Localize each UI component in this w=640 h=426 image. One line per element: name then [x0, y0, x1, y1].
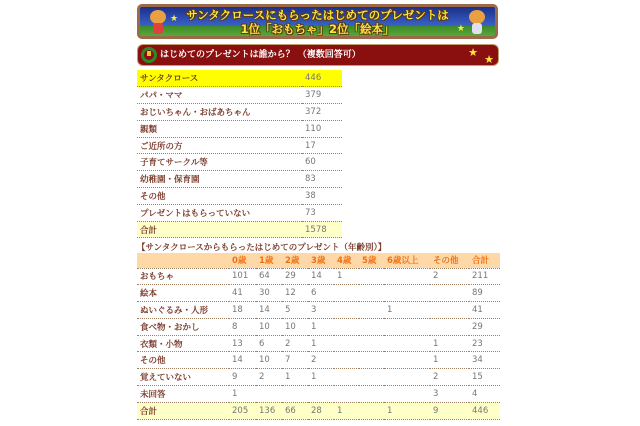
column-header: 0歳 [229, 253, 256, 268]
giver-count: 38 [302, 188, 342, 205]
cell-value: 10 [282, 318, 308, 335]
cell-value: 1 [334, 268, 359, 285]
cell-value: 41 [469, 302, 500, 319]
giver-count: 1578 [302, 221, 342, 238]
cell-value [384, 352, 430, 369]
table-row [137, 318, 500, 335]
cell-value [334, 335, 359, 352]
cell-value: 13 [229, 335, 256, 352]
giver-count: 110 [302, 120, 342, 137]
cell-value [334, 386, 359, 403]
cell-value: 1 [430, 352, 469, 369]
column-header: 2歳 [282, 253, 308, 268]
cell-value: 2 [282, 335, 308, 352]
column-header: 1歳 [256, 253, 282, 268]
giver-label: パパ・ママ [137, 87, 302, 104]
giver-label: その他 [137, 188, 302, 205]
cell-value: 1 [229, 386, 256, 403]
giver-count: 17 [302, 137, 342, 154]
cell-value: 34 [469, 352, 500, 369]
giver-row [137, 221, 342, 238]
column-header: 4歳 [334, 253, 359, 268]
cell-value: 2 [308, 352, 334, 369]
cell-value [384, 318, 430, 335]
cell-value [384, 335, 430, 352]
column-header: 3歳 [308, 253, 334, 268]
row-label: 食べ物・おかし [137, 318, 229, 335]
cell-value: 30 [256, 285, 282, 302]
cell-value: 5 [282, 302, 308, 319]
giver-count: 60 [302, 154, 342, 171]
cell-value: 18 [229, 302, 256, 319]
cell-value [282, 386, 308, 403]
cell-value: 2 [430, 369, 469, 386]
cell-value: 1 [334, 402, 359, 419]
title-banner [137, 4, 498, 39]
giver-label: プレゼントはもらっていない [137, 204, 302, 221]
table-row [137, 268, 500, 285]
giver-row [137, 204, 342, 221]
column-header: 6歳以上 [384, 253, 430, 268]
cell-value [359, 402, 384, 419]
cell-value: 2 [256, 369, 282, 386]
cell-value [430, 318, 469, 335]
giver-count: 446 [302, 70, 342, 87]
star-icon: ★ [170, 14, 179, 24]
table-row [137, 369, 500, 386]
star-icon: ★ [456, 24, 465, 34]
cell-value: 14 [308, 268, 334, 285]
cell-value [384, 285, 430, 302]
cell-value: 14 [229, 352, 256, 369]
cell-value: 8 [229, 318, 256, 335]
cell-value [308, 386, 334, 403]
cell-value: 41 [229, 285, 256, 302]
table-row [137, 302, 500, 319]
cell-value: 4 [469, 386, 500, 403]
column-header: 合計 [469, 253, 500, 268]
cell-value: 64 [256, 268, 282, 285]
bear-mascot-icon [467, 10, 487, 34]
cell-value: 29 [282, 268, 308, 285]
cell-value: 28 [308, 402, 334, 419]
cell-value [359, 268, 384, 285]
cell-value: 1 [384, 402, 430, 419]
cell-value [384, 369, 430, 386]
cell-value: 9 [430, 402, 469, 419]
giver-row [137, 154, 342, 171]
cell-value: 1 [308, 318, 334, 335]
giver-row [137, 137, 342, 154]
giver-row [137, 104, 342, 121]
row-label: その他 [137, 352, 229, 369]
section-title: はじめてのプレゼントは誰から？ （複数回答可） [160, 50, 361, 60]
cell-value: 211 [469, 268, 500, 285]
cell-value: 1 [308, 335, 334, 352]
cell-value [334, 285, 359, 302]
cell-value [334, 302, 359, 319]
cell-value: 2 [430, 268, 469, 285]
giver-row [137, 120, 342, 137]
cell-value: 1 [308, 369, 334, 386]
giver-count: 379 [302, 87, 342, 104]
age-table [137, 253, 500, 420]
table-row [137, 335, 500, 352]
table-row [137, 402, 500, 419]
cell-value [359, 302, 384, 319]
giver-label: 子育てサークル等 [137, 154, 302, 171]
cell-value [359, 335, 384, 352]
cell-value [359, 285, 384, 302]
cell-value [384, 268, 430, 285]
table-row [137, 386, 500, 403]
giver-label: ご近所の方 [137, 137, 302, 154]
row-label: おもちゃ [137, 268, 229, 285]
cell-value: 29 [469, 318, 500, 335]
row-label: 絵本 [137, 285, 229, 302]
giver-label: 合計 [137, 221, 302, 238]
cell-value: 66 [282, 402, 308, 419]
row-label: 覚えていない [137, 369, 229, 386]
column-header [137, 253, 229, 268]
cell-value: 446 [469, 402, 500, 419]
giver-count: 372 [302, 104, 342, 121]
row-label: 衣類・小物 [137, 335, 229, 352]
cell-value: 1 [430, 335, 469, 352]
givers-table [137, 70, 342, 238]
cell-value: 1 [282, 369, 308, 386]
table-row [137, 352, 500, 369]
giver-label: おじいちゃん・おばあちゃん [137, 104, 302, 121]
cell-value [334, 318, 359, 335]
row-label: ぬいぐるみ・人形 [137, 302, 229, 319]
row-label: 未回答 [137, 386, 229, 403]
cell-value: 1 [384, 302, 430, 319]
cell-value: 23 [469, 335, 500, 352]
row-label: 合計 [137, 402, 229, 419]
cell-value: 12 [282, 285, 308, 302]
column-header: その他 [430, 253, 469, 268]
cell-value: 205 [229, 402, 256, 419]
cell-value: 6 [308, 285, 334, 302]
giver-count: 83 [302, 171, 342, 188]
cell-value [359, 386, 384, 403]
cell-value: 136 [256, 402, 282, 419]
cell-value: 10 [256, 318, 282, 335]
cell-value [430, 302, 469, 319]
cell-value [359, 369, 384, 386]
cell-value: 10 [256, 352, 282, 369]
cell-value [334, 369, 359, 386]
star-icon: ★ [484, 53, 494, 66]
giver-label: サンタクロース [137, 70, 302, 87]
wreath-icon [141, 47, 157, 63]
star-icon: ★ [468, 46, 478, 59]
giver-count: 73 [302, 204, 342, 221]
cell-value [334, 352, 359, 369]
section-header [137, 44, 499, 66]
cell-value: 14 [256, 302, 282, 319]
cell-value [384, 386, 430, 403]
cell-value [430, 285, 469, 302]
cell-value: 3 [430, 386, 469, 403]
cell-value: 6 [256, 335, 282, 352]
giver-label: 幼稚園・保育園 [137, 171, 302, 188]
banner-line1: サンタクロースにもらったはじめてのプレゼントは [186, 8, 449, 22]
cell-value: 101 [229, 268, 256, 285]
cell-value: 3 [308, 302, 334, 319]
age-table-caption: 【サンタクロースからもらったはじめてのプレゼント（年齢別）】 [137, 243, 387, 253]
giver-row [137, 188, 342, 205]
giver-label: 親類 [137, 120, 302, 137]
table-row [137, 285, 500, 302]
cell-value [359, 318, 384, 335]
banner-line2: 1位「おもちゃ」2位「絵本」 [240, 21, 395, 36]
cell-value: 15 [469, 369, 500, 386]
giver-row [137, 87, 342, 104]
cell-value: 89 [469, 285, 500, 302]
giver-row [137, 70, 342, 87]
cell-value [256, 386, 282, 403]
cell-value [359, 352, 384, 369]
giver-row [137, 171, 342, 188]
cell-value: 7 [282, 352, 308, 369]
bear-mascot-icon [148, 10, 168, 34]
cell-value: 9 [229, 369, 256, 386]
column-header: 5歳 [359, 253, 384, 268]
